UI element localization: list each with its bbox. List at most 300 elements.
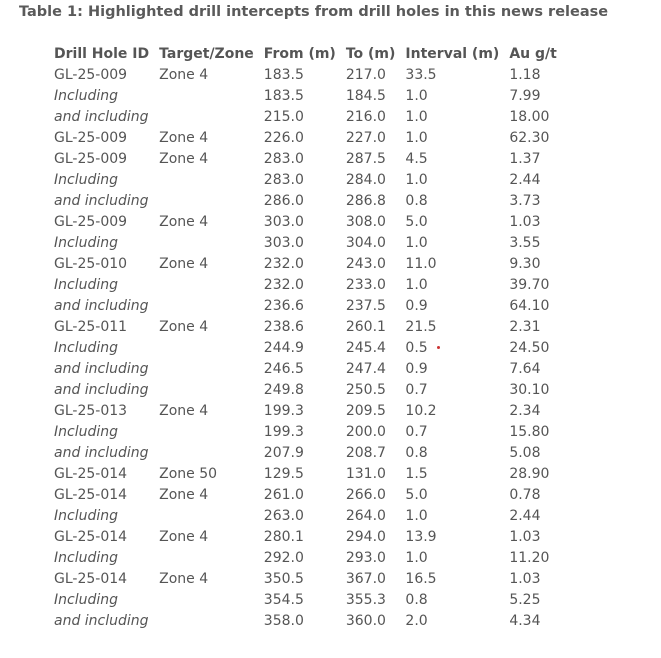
cell-au-grade-text: 64.10	[509, 297, 550, 314]
cell-from	[259, 379, 341, 400]
cell-drill-hole-id	[49, 148, 154, 169]
cell-drill-hole-id	[49, 85, 154, 106]
cell-to	[341, 295, 401, 316]
cell-au-grade	[504, 421, 584, 442]
cell-from-text: 236.6	[263, 297, 304, 314]
cell-interval	[400, 211, 504, 232]
cell-drill-hole-id-text: GL-25-013	[54, 402, 128, 419]
cell-target-zone-text: Zone 4	[159, 318, 209, 335]
cell-interval-text: 1.0	[405, 129, 428, 146]
cell-to	[341, 568, 401, 589]
cell-drill-hole-id-text: and including	[54, 192, 149, 209]
cell-from	[259, 148, 341, 169]
cell-to	[341, 610, 401, 631]
cell-drill-hole-id	[49, 400, 154, 421]
cell-au-grade-text: 39.70	[509, 276, 550, 293]
cell-drill-hole-id-text: Including	[54, 87, 118, 104]
cell-target-zone	[154, 547, 259, 568]
cell-interval-text: 13.9	[405, 528, 437, 545]
cell-interval-text: 10.2	[405, 402, 437, 419]
cell-interval	[400, 400, 504, 421]
cell-from-text: 244.9	[263, 339, 304, 356]
cell-to	[341, 190, 401, 211]
cell-from-text: 232.0	[263, 255, 304, 272]
cell-drill-hole-id	[49, 64, 154, 85]
cell-drill-hole-id-text: Including	[54, 171, 118, 188]
cell-to-text: 217.0	[345, 66, 386, 83]
cell-from	[259, 274, 341, 295]
cell-to-text: 266.0	[345, 486, 386, 503]
cell-au-grade	[504, 253, 584, 274]
cell-interval	[400, 190, 504, 211]
cell-to-text: 286.8	[345, 192, 386, 209]
cell-target-zone	[154, 337, 259, 358]
table-row	[49, 190, 584, 211]
cell-to	[341, 316, 401, 337]
cell-to-text: 294.0	[345, 528, 386, 545]
cell-to	[341, 589, 401, 610]
cell-interval-text: 33.5	[405, 66, 437, 83]
cell-target-zone	[154, 106, 259, 127]
cell-drill-hole-id	[49, 337, 154, 358]
cell-target-zone-text: Zone 50	[159, 465, 218, 482]
cell-interval-text: 16.5	[405, 570, 437, 587]
table-row	[49, 463, 584, 484]
cell-to	[341, 442, 401, 463]
table-row	[49, 379, 584, 400]
cell-target-zone-text: Zone 4	[159, 402, 209, 419]
cell-au-grade	[504, 232, 584, 253]
cell-drill-hole-id-text: and including	[54, 360, 149, 377]
cell-from-text: 226.0	[263, 129, 304, 146]
cell-to-text: 216.0	[345, 108, 386, 125]
table-row	[49, 106, 584, 127]
header-from: From (m)	[263, 45, 336, 62]
cell-to	[341, 211, 401, 232]
cell-interval-text: 0.9	[405, 360, 428, 377]
cell-from-text: 238.6	[263, 318, 304, 335]
cell-from-text: 354.5	[263, 591, 304, 608]
table-row	[49, 484, 584, 505]
cell-to	[341, 337, 401, 358]
cell-au-grade-text: 7.99	[509, 87, 541, 104]
header-interval: Interval (m)	[405, 45, 500, 62]
cell-from-text: 261.0	[263, 486, 304, 503]
cell-au-grade	[504, 442, 584, 463]
cell-au-grade	[504, 169, 584, 190]
cell-to	[341, 400, 401, 421]
header-row	[49, 43, 584, 64]
cell-from-text: 350.5	[263, 570, 304, 587]
header-drill-hole-id: Drill Hole ID	[54, 45, 150, 62]
table-row	[49, 337, 584, 358]
cell-to-text: 287.5	[345, 150, 386, 167]
cell-au-grade	[504, 148, 584, 169]
cell-to	[341, 232, 401, 253]
cell-target-zone-text: Zone 4	[159, 213, 209, 230]
cell-to-text: 237.5	[345, 297, 386, 314]
cell-from	[259, 610, 341, 631]
cell-au-grade-text: 62.30	[509, 129, 550, 146]
cell-from	[259, 106, 341, 127]
table-row	[49, 211, 584, 232]
cell-interval-text: 2.0	[405, 612, 428, 629]
cell-to-text: 208.7	[345, 444, 386, 461]
cell-target-zone	[154, 568, 259, 589]
cell-to-text: 243.0	[345, 255, 386, 272]
table-caption: Table 1: Highlighted drill intercepts from drill holes in this news release	[19, 4, 609, 20]
cell-from	[259, 400, 341, 421]
cell-interval-text: 11.0	[405, 255, 437, 272]
cell-from	[259, 127, 341, 148]
cell-target-zone	[154, 64, 259, 85]
table-row	[49, 610, 584, 631]
table-row	[49, 295, 584, 316]
cell-from-text: 263.0	[263, 507, 304, 524]
cell-drill-hole-id	[49, 421, 154, 442]
cell-from-text: 199.3	[263, 402, 304, 419]
cell-target-zone	[154, 232, 259, 253]
table-header	[49, 43, 584, 64]
cell-from	[259, 295, 341, 316]
cell-drill-hole-id-text: GL-25-014	[54, 570, 128, 587]
cell-drill-hole-id	[49, 526, 154, 547]
cell-au-grade	[504, 547, 584, 568]
cell-from	[259, 85, 341, 106]
cell-au-grade	[504, 64, 584, 85]
cell-interval-text: 0.5	[405, 339, 428, 356]
table-body	[49, 64, 584, 631]
cell-au-grade-text: 3.73	[509, 192, 541, 209]
cell-to	[341, 547, 401, 568]
cell-from	[259, 64, 341, 85]
table-row	[49, 568, 584, 589]
cell-au-grade-text: 1.03	[509, 213, 541, 230]
cell-au-grade	[504, 274, 584, 295]
cell-to	[341, 274, 401, 295]
cell-interval	[400, 316, 504, 337]
cell-au-grade	[504, 484, 584, 505]
cell-target-zone	[154, 295, 259, 316]
cell-drill-hole-id-text: GL-25-010	[54, 255, 128, 272]
cell-from	[259, 568, 341, 589]
cell-au-grade-text: 15.80	[509, 423, 550, 440]
cell-drill-hole-id	[49, 253, 154, 274]
cell-interval-text: 1.0	[405, 549, 428, 566]
cell-drill-hole-id	[49, 589, 154, 610]
cell-from-text: 303.0	[263, 213, 304, 230]
cell-target-zone	[154, 358, 259, 379]
table-row	[49, 421, 584, 442]
cell-to	[341, 421, 401, 442]
cell-interval-text: 5.0	[405, 213, 428, 230]
cell-target-zone	[154, 253, 259, 274]
cell-to-text: 308.0	[345, 213, 386, 230]
cell-from	[259, 484, 341, 505]
table-row	[49, 169, 584, 190]
cell-to-text: 293.0	[345, 549, 386, 566]
cell-drill-hole-id	[49, 610, 154, 631]
header-target-zone: Target/Zone	[159, 45, 254, 62]
cell-target-zone	[154, 148, 259, 169]
cell-interval-text: 4.5	[405, 150, 428, 167]
cell-au-grade	[504, 295, 584, 316]
cell-from-text: 280.1	[263, 528, 304, 545]
cell-interval	[400, 421, 504, 442]
cell-interval	[400, 568, 504, 589]
cell-from-text: 286.0	[263, 192, 304, 209]
cell-target-zone-text: Zone 4	[159, 66, 209, 83]
cell-interval	[400, 64, 504, 85]
table-row	[49, 589, 584, 610]
cell-to-text: 250.5	[345, 381, 386, 398]
cell-target-zone	[154, 190, 259, 211]
cell-au-grade-text: 1.03	[509, 528, 541, 545]
cell-drill-hole-id-text: Including	[54, 423, 118, 440]
cell-interval	[400, 358, 504, 379]
cell-target-zone	[154, 274, 259, 295]
cell-interval-text: 1.5	[405, 465, 428, 482]
cell-from-text: 183.5	[263, 66, 304, 83]
cell-to-text: 367.0	[345, 570, 386, 587]
cell-au-grade	[504, 379, 584, 400]
cell-drill-hole-id-text: and including	[54, 108, 149, 125]
cell-to	[341, 148, 401, 169]
cell-target-zone	[154, 400, 259, 421]
cell-interval	[400, 169, 504, 190]
cell-from-text: 215.0	[263, 108, 304, 125]
drill-intercepts-table	[49, 43, 584, 631]
cell-interval	[400, 127, 504, 148]
cell-from	[259, 253, 341, 274]
cell-drill-hole-id-text: GL-25-011	[54, 318, 128, 335]
cell-interval-text: 0.7	[405, 381, 428, 398]
cell-to	[341, 64, 401, 85]
cell-interval	[400, 505, 504, 526]
cell-au-grade-text: 11.20	[509, 549, 550, 566]
cell-drill-hole-id	[49, 358, 154, 379]
cell-from-text: 183.5	[263, 87, 304, 104]
cell-from-text: 283.0	[263, 150, 304, 167]
cell-to-text: 200.0	[345, 423, 386, 440]
cell-to	[341, 169, 401, 190]
cell-target-zone	[154, 463, 259, 484]
cell-target-zone-text: Zone 4	[159, 150, 209, 167]
cell-to-text: 209.5	[345, 402, 386, 419]
cell-au-grade	[504, 127, 584, 148]
cell-from-text: 129.5	[263, 465, 304, 482]
cell-interval	[400, 274, 504, 295]
cell-drill-hole-id	[49, 127, 154, 148]
cell-au-grade-text: 18.00	[509, 108, 550, 125]
cell-interval-text: 1.0	[405, 507, 428, 524]
cell-drill-hole-id-text: GL-25-009	[54, 213, 128, 230]
cell-target-zone-text: Zone 4	[159, 255, 209, 272]
cell-to-text: 355.3	[345, 591, 386, 608]
table-row	[49, 64, 584, 85]
cell-au-grade-text: 3.55	[509, 234, 541, 251]
cell-drill-hole-id	[49, 463, 154, 484]
cell-au-grade	[504, 106, 584, 127]
cell-to-text: 360.0	[345, 612, 386, 629]
cell-interval	[400, 295, 504, 316]
cell-target-zone	[154, 211, 259, 232]
cell-drill-hole-id-text: GL-25-014	[54, 528, 128, 545]
cell-interval	[400, 442, 504, 463]
table-row	[49, 400, 584, 421]
cell-interval	[400, 589, 504, 610]
cell-drill-hole-id-text: and including	[54, 297, 149, 314]
cell-au-grade-text: 1.18	[509, 66, 541, 83]
cell-target-zone	[154, 610, 259, 631]
cell-to	[341, 127, 401, 148]
cell-drill-hole-id	[49, 316, 154, 337]
cell-from-text: 303.0	[263, 234, 304, 251]
cell-target-zone	[154, 127, 259, 148]
cell-drill-hole-id-text: GL-25-009	[54, 150, 128, 167]
cell-au-grade-text: 30.10	[509, 381, 550, 398]
table-row	[49, 85, 584, 106]
cell-drill-hole-id-text: Including	[54, 591, 118, 608]
table-row	[49, 148, 584, 169]
cell-to-text: 131.0	[345, 465, 386, 482]
cell-interval	[400, 106, 504, 127]
cell-au-grade	[504, 505, 584, 526]
cell-to	[341, 85, 401, 106]
cell-interval	[400, 148, 504, 169]
cell-au-grade-text: 0.78	[509, 486, 541, 503]
cell-target-zone-text: Zone 4	[159, 528, 209, 545]
cell-au-grade-text: 2.34	[509, 402, 541, 419]
cell-drill-hole-id	[49, 505, 154, 526]
table-row	[49, 505, 584, 526]
cell-au-grade-text: 2.44	[509, 171, 541, 188]
header-to: To (m)	[345, 45, 396, 62]
cell-drill-hole-id-text: GL-25-009	[54, 66, 128, 83]
table-row	[49, 526, 584, 547]
cell-from	[259, 337, 341, 358]
cell-from-text: 246.5	[263, 360, 304, 377]
cell-target-zone	[154, 505, 259, 526]
cell-from	[259, 421, 341, 442]
cell-drill-hole-id-text: GL-25-014	[54, 465, 128, 482]
header-au-grade: Au g/t	[509, 45, 557, 62]
cell-interval-text: 0.8	[405, 192, 428, 209]
cell-drill-hole-id-text: Including	[54, 549, 118, 566]
cell-from-text: 199.3	[263, 423, 304, 440]
cell-interval-text: 1.0	[405, 108, 428, 125]
table-row	[49, 274, 584, 295]
cell-interval	[400, 526, 504, 547]
table-row	[49, 316, 584, 337]
cell-to-text: 184.5	[345, 87, 386, 104]
cell-to	[341, 253, 401, 274]
cell-interval-text: 5.0	[405, 486, 428, 503]
cell-interval-text: 1.0	[405, 171, 428, 188]
cell-drill-hole-id	[49, 190, 154, 211]
cell-target-zone	[154, 484, 259, 505]
table-row	[49, 442, 584, 463]
cell-from-text: 207.9	[263, 444, 304, 461]
cell-to	[341, 484, 401, 505]
cell-drill-hole-id	[49, 232, 154, 253]
cell-from	[259, 316, 341, 337]
cell-au-grade-text: 1.37	[509, 150, 541, 167]
cell-interval	[400, 85, 504, 106]
cell-target-zone	[154, 589, 259, 610]
cell-au-grade-text: 4.34	[509, 612, 541, 629]
cell-from	[259, 211, 341, 232]
cell-target-zone	[154, 526, 259, 547]
cell-drill-hole-id	[49, 379, 154, 400]
cell-to-text: 245.4	[345, 339, 386, 356]
cell-interval-text: 0.7	[405, 423, 428, 440]
cell-to	[341, 526, 401, 547]
cell-au-grade-text: 28.90	[509, 465, 550, 482]
cell-au-grade	[504, 610, 584, 631]
cell-au-grade-text: 2.31	[509, 318, 541, 335]
cell-interval-text: 0.9	[405, 297, 428, 314]
cell-to-text: 260.1	[345, 318, 386, 335]
cell-drill-hole-id	[49, 568, 154, 589]
cell-from	[259, 232, 341, 253]
cell-drill-hole-id-text: and including	[54, 381, 149, 398]
cell-drill-hole-id-text: Including	[54, 339, 118, 356]
cell-drill-hole-id	[49, 211, 154, 232]
cell-au-grade-text: 5.25	[509, 591, 541, 608]
cell-to	[341, 358, 401, 379]
cell-drill-hole-id	[49, 106, 154, 127]
cell-drill-hole-id-text: Including	[54, 276, 118, 293]
cell-drill-hole-id-text: Including	[54, 507, 118, 524]
cell-interval-text: 0.8	[405, 591, 428, 608]
cell-drill-hole-id	[49, 295, 154, 316]
cell-from	[259, 526, 341, 547]
red-dot-marker	[437, 346, 440, 349]
cell-au-grade	[504, 337, 584, 358]
cell-from	[259, 505, 341, 526]
cell-interval	[400, 463, 504, 484]
cell-target-zone	[154, 85, 259, 106]
cell-drill-hole-id	[49, 169, 154, 190]
cell-drill-hole-id-text: GL-25-009	[54, 129, 128, 146]
cell-au-grade	[504, 316, 584, 337]
cell-drill-hole-id-text: and including	[54, 444, 149, 461]
cell-from	[259, 547, 341, 568]
cell-au-grade-text: 24.50	[509, 339, 550, 356]
cell-target-zone	[154, 379, 259, 400]
table-row	[49, 232, 584, 253]
cell-to-text: 227.0	[345, 129, 386, 146]
cell-au-grade-text: 2.44	[509, 507, 541, 524]
cell-interval	[400, 232, 504, 253]
cell-to-text: 264.0	[345, 507, 386, 524]
table-row	[49, 127, 584, 148]
cell-to	[341, 106, 401, 127]
cell-target-zone	[154, 442, 259, 463]
cell-interval-text: 1.0	[405, 234, 428, 251]
cell-interval	[400, 610, 504, 631]
cell-au-grade	[504, 358, 584, 379]
cell-to-text: 284.0	[345, 171, 386, 188]
cell-interval-text: 1.0	[405, 87, 428, 104]
cell-from	[259, 190, 341, 211]
cell-au-grade	[504, 211, 584, 232]
cell-au-grade	[504, 190, 584, 211]
cell-drill-hole-id	[49, 274, 154, 295]
cell-au-grade	[504, 463, 584, 484]
cell-au-grade-text: 1.03	[509, 570, 541, 587]
